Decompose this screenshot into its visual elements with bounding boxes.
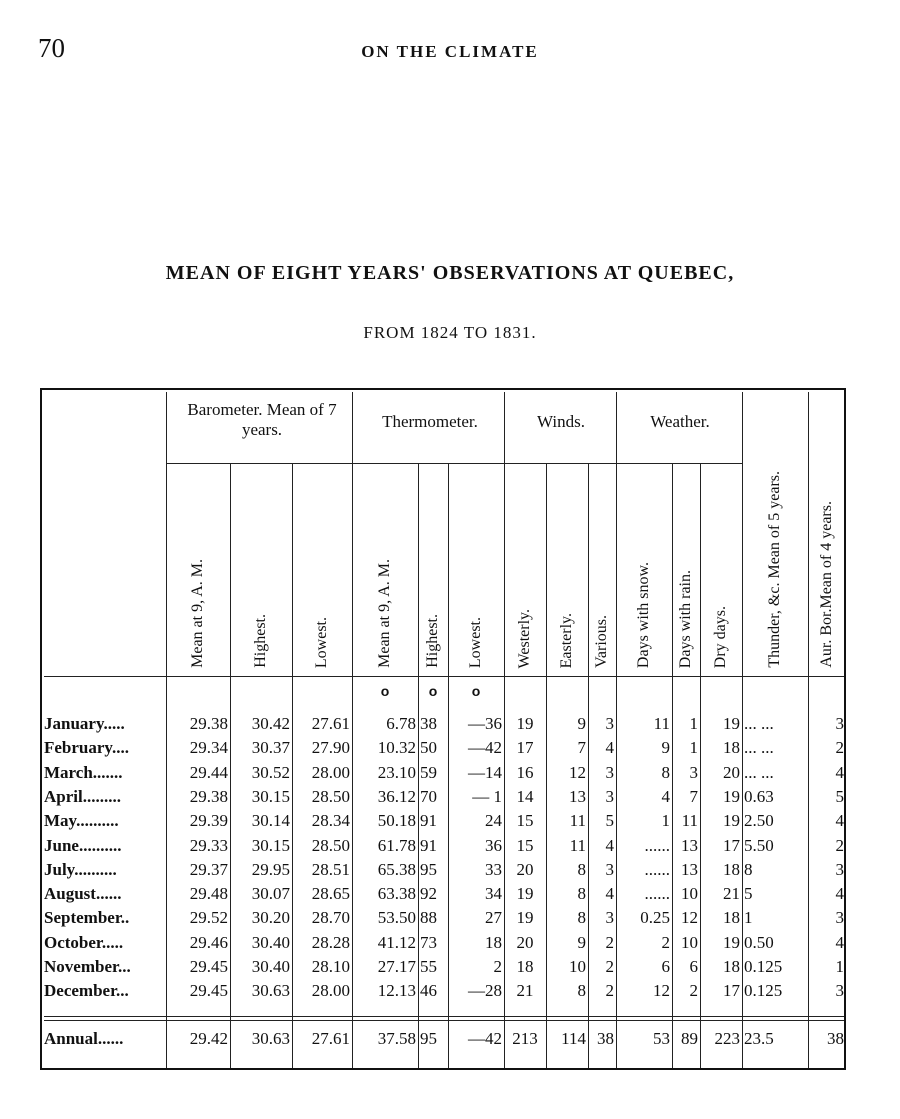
cell-bar-low: 28.00 (311, 762, 350, 782)
winds-group-header: Winds. (537, 412, 585, 431)
cell-th-low: 33 (485, 859, 502, 879)
cell-rain: 13 (681, 859, 698, 879)
cell-westerly: 20 (516, 859, 534, 879)
row-rule (44, 676, 844, 677)
row-label: November... (44, 957, 131, 976)
cell-thunder: 2.50 (744, 811, 774, 831)
cell-th-high: 92 (420, 884, 437, 904)
cell-th-low: 2 (493, 957, 502, 976)
cell-easterly: 8 (577, 908, 586, 928)
cell-various: 3 (605, 786, 614, 806)
cell-easterly: 11 (569, 835, 586, 855)
cell-th-mean: 12.13 (377, 981, 416, 1001)
cell-easterly: 13 (569, 786, 586, 806)
cell-th-low: —42 (468, 1029, 502, 1048)
running-head: ON THE CLIMATE (361, 42, 539, 61)
cell-bar-high: 30.20 (251, 908, 290, 928)
cell-bar-mean: 29.42 (189, 1029, 228, 1048)
row-rule (44, 1016, 844, 1017)
table-title: MEAN OF EIGHT YEARS' OBSERVATIONS AT QUEBEC, (165, 262, 735, 284)
cell-bar-high: 30.63 (251, 1029, 290, 1048)
table-row (44, 906, 844, 930)
column-header-bar-low: Lowest. (313, 616, 330, 668)
cell-bar-mean: 29.38 (189, 786, 228, 806)
table-row (44, 809, 844, 833)
cell-aurora: 3 (835, 908, 844, 928)
weather-group-header: Weather. (650, 412, 710, 431)
cell-bar-high: 30.42 (251, 714, 290, 733)
cell-thunder: 5.50 (744, 835, 774, 855)
column-header-aurora: Aur. Bor.Mean of 4 years. (818, 501, 835, 668)
cell-rain: 10 (681, 932, 698, 952)
cell-th-low: 18 (485, 932, 502, 952)
cell-bar-high: 30.52 (251, 762, 290, 782)
cell-bar-mean: 29.44 (189, 762, 228, 782)
cell-easterly: 8 (577, 884, 586, 904)
cell-aurora: 3 (835, 714, 844, 733)
cell-snow: 12 (653, 981, 670, 1001)
cell-rain: 7 (689, 786, 698, 806)
row-label: December... (44, 981, 129, 1001)
cell-easterly: 10 (569, 957, 586, 976)
row-label: May.......... (44, 811, 119, 831)
cell-bar-low: 27.90 (311, 738, 350, 758)
cell-bar-mean: 29.37 (189, 859, 228, 879)
cell-bar-low: 28.50 (311, 786, 350, 806)
cell-thunder: 1 (744, 908, 753, 928)
cell-various: 38 (597, 1029, 614, 1048)
cell-various: 4 (605, 884, 614, 904)
cell-easterly: 12 (569, 762, 586, 782)
cell-aurora: 2 (835, 835, 844, 855)
cell-th-high: 50 (420, 738, 437, 758)
cell-westerly: 213 (512, 1029, 538, 1048)
degree-mark: o (471, 683, 481, 699)
cell-th-mean: 23.10 (377, 762, 416, 782)
cell-bar-mean: 29.48 (189, 884, 228, 904)
thermometer-group-header: Thermometer. (382, 412, 478, 431)
cell-rain: 3 (689, 762, 698, 782)
cell-thunder: 0.63 (744, 786, 774, 806)
page-number: 70 (38, 33, 65, 63)
cell-th-high: 46 (420, 981, 437, 1001)
cell-rain: 6 (689, 957, 698, 976)
table-row (44, 834, 844, 858)
cell-dry: 18 (723, 738, 740, 758)
cell-snow: 4 (661, 786, 670, 806)
column-header-easterly: Easterly. (558, 612, 575, 668)
cell-snow: ...... (644, 884, 670, 904)
cell-aurora: 4 (835, 811, 844, 831)
cell-bar-high: 29.95 (251, 859, 290, 879)
cell-snow: 8 (661, 762, 670, 782)
cell-various: 4 (605, 738, 614, 758)
cell-snow: 9 (661, 738, 670, 758)
cell-easterly: 7 (577, 738, 586, 758)
cell-dry: 19 (723, 811, 740, 831)
cell-bar-mean: 29.34 (189, 738, 228, 758)
cell-bar-low: 28.50 (311, 835, 350, 855)
column-header-snow: Days with snow. (635, 561, 652, 668)
cell-snow: 1 (661, 811, 670, 831)
cell-easterly: 8 (577, 981, 586, 1001)
cell-various: 2 (605, 932, 614, 952)
cell-aurora: 2 (835, 738, 844, 758)
cell-dry: 17 (723, 981, 740, 1001)
cell-th-mean: 63.38 (377, 884, 416, 904)
cell-aurora: 4 (835, 932, 844, 952)
cell-rain: 10 (681, 884, 698, 904)
cell-westerly: 15 (516, 835, 534, 855)
degree-mark: o (380, 683, 390, 699)
cell-easterly: 11 (569, 811, 586, 831)
cell-various: 3 (605, 714, 614, 733)
cell-dry: 18 (723, 859, 740, 879)
cell-rain: 12 (681, 908, 698, 928)
cell-easterly: 8 (577, 859, 586, 879)
cell-aurora: 5 (835, 786, 844, 806)
cell-snow: 0.25 (640, 908, 670, 928)
cell-dry: 18 (723, 957, 740, 976)
cell-th-mean: 53.50 (377, 908, 416, 928)
cell-various: 4 (605, 835, 614, 855)
cell-snow: ...... (644, 859, 670, 879)
cell-dry: 18 (723, 908, 740, 928)
cell-snow: 53 (653, 1029, 670, 1048)
table-row (44, 761, 844, 785)
cell-dry: 20 (723, 762, 740, 782)
cell-bar-high: 30.63 (251, 981, 290, 1001)
degree-mark: o (428, 683, 438, 699)
cell-th-high: 70 (420, 786, 437, 806)
cell-westerly: 18 (516, 957, 534, 976)
cell-bar-mean: 29.45 (189, 981, 228, 1001)
column-header-thunder: Thunder, &c. Mean of 5 years. (766, 471, 783, 668)
cell-bar-low: 27.61 (311, 714, 350, 733)
cell-th-mean: 27.17 (377, 957, 416, 976)
row-rule (166, 463, 742, 464)
row-label: September.. (44, 908, 130, 928)
cell-various: 2 (605, 981, 614, 1001)
column-header-th-low: Lowest. (467, 616, 484, 668)
row-label: October..... (44, 932, 124, 952)
cell-th-low: —36 (468, 714, 502, 733)
cell-rain: 1 (689, 714, 698, 733)
cell-th-low: — 1 (472, 786, 502, 806)
cell-dry: 21 (723, 884, 740, 904)
cell-th-high: 73 (420, 932, 437, 952)
cell-bar-mean: 29.38 (189, 714, 228, 733)
cell-westerly: 17 (516, 738, 534, 758)
row-label: July.......... (44, 859, 117, 879)
cell-bar-mean: 29.33 (189, 835, 228, 855)
cell-bar-high: 30.15 (251, 786, 290, 806)
cell-thunder: 0.125 (744, 981, 783, 1001)
cell-easterly: 9 (577, 932, 586, 952)
table-row (44, 736, 844, 760)
cell-various: 3 (605, 859, 614, 879)
row-label: August...... (44, 884, 122, 904)
column-header-westerly: Westerly. (516, 608, 533, 668)
cell-bar-low: 28.65 (311, 884, 350, 904)
cell-bar-low: 28.51 (311, 859, 350, 879)
cell-th-mean: 61.78 (377, 835, 416, 855)
cell-thunder: 0.50 (744, 932, 774, 952)
row-label: Annual...... (44, 1029, 124, 1048)
column-header-various: Various. (593, 615, 610, 668)
cell-th-high: 38 (420, 714, 437, 733)
cell-dry: 223 (714, 1029, 740, 1048)
table-row (44, 955, 844, 979)
row-rule (44, 1020, 844, 1021)
cell-rain: 1 (689, 738, 698, 758)
cell-th-high: 55 (420, 957, 437, 976)
cell-bar-high: 30.37 (251, 738, 290, 758)
cell-th-high: 88 (420, 908, 437, 928)
table-row (44, 931, 844, 955)
cell-bar-high: 30.07 (251, 884, 290, 904)
cell-rain: 13 (681, 835, 698, 855)
cell-dry: 19 (723, 932, 740, 952)
row-label: January..... (44, 714, 125, 733)
cell-thunder: ... ... (744, 738, 774, 758)
cell-bar-high: 30.40 (251, 932, 290, 952)
cell-bar-low: 28.10 (311, 957, 350, 976)
cell-th-mean: 65.38 (377, 859, 416, 879)
cell-westerly: 21 (516, 981, 534, 1001)
table-row (44, 882, 844, 906)
cell-th-mean: 50.18 (377, 811, 416, 831)
cell-aurora: 38 (827, 1029, 844, 1048)
cell-bar-low: 28.00 (311, 981, 350, 1001)
cell-various: 3 (605, 762, 614, 782)
cell-westerly: 19 (516, 908, 534, 928)
cell-dry: 17 (723, 835, 740, 855)
cell-th-low: —42 (468, 738, 502, 758)
cell-various: 3 (605, 908, 614, 928)
cell-thunder: 8 (744, 859, 753, 879)
cell-bar-mean: 29.45 (189, 957, 228, 976)
barometer-group-header: Barometer. Mean of 7 years. (187, 400, 337, 439)
cell-bar-mean: 29.52 (189, 908, 228, 928)
column-header-th-high: Highest. (424, 614, 441, 668)
column-header-dry: Dry days. (712, 605, 729, 668)
cell-th-low: —28 (468, 981, 502, 1001)
cell-westerly: 16 (516, 762, 534, 782)
column-header-th-mean: Mean at 9, A. M. (376, 559, 393, 668)
cell-aurora: 1 (835, 957, 844, 976)
cell-westerly: 14 (516, 786, 534, 806)
column-header-bar-mean: Mean at 9, A. M. (189, 559, 206, 668)
cell-th-low: 27 (485, 908, 502, 928)
cell-snow: ...... (644, 835, 670, 855)
cell-th-low: 36 (485, 835, 502, 855)
cell-easterly: 9 (577, 714, 586, 733)
cell-bar-mean: 29.39 (189, 811, 228, 831)
cell-aurora: 3 (835, 981, 844, 1001)
row-label: February.... (44, 738, 129, 758)
cell-thunder: 23.5 (744, 1029, 774, 1048)
cell-aurora: 4 (835, 762, 844, 782)
cell-aurora: 4 (835, 884, 844, 904)
table-row (44, 979, 844, 1003)
table-subtitle: FROM 1824 TO 1831. (363, 323, 537, 342)
cell-th-mean: 36.12 (377, 786, 416, 806)
table-row (44, 858, 844, 882)
annual-row (44, 1027, 844, 1051)
cell-th-high: 59 (420, 762, 437, 782)
cell-bar-low: 28.70 (311, 908, 350, 928)
cell-dry: 19 (723, 786, 740, 806)
column-header-bar-high: Highest. (252, 614, 269, 668)
cell-various: 5 (605, 811, 614, 831)
table-row (44, 785, 844, 809)
cell-thunder: ... ... (744, 714, 774, 733)
row-label: April......... (44, 786, 121, 806)
cell-th-mean: 37.58 (377, 1029, 416, 1048)
cell-rain: 2 (689, 981, 698, 1001)
cell-westerly: 20 (516, 932, 534, 952)
row-label: June.......... (44, 835, 122, 855)
row-label: March....... (44, 762, 123, 782)
cell-snow: 2 (661, 932, 670, 952)
cell-bar-high: 30.15 (251, 835, 290, 855)
cell-easterly: 114 (561, 1029, 586, 1048)
cell-snow: 11 (653, 714, 670, 733)
cell-th-low: 34 (485, 884, 502, 904)
cell-th-low: 24 (485, 811, 502, 831)
cell-thunder: ... ... (744, 762, 774, 782)
cell-bar-low: 28.34 (311, 811, 350, 831)
cell-dry: 19 (723, 714, 740, 733)
cell-th-mean: 6.78 (386, 714, 416, 733)
cell-various: 2 (605, 957, 614, 976)
cell-thunder: 0.125 (744, 957, 783, 976)
cell-westerly: 19 (516, 884, 534, 904)
cell-bar-high: 30.40 (251, 957, 290, 976)
cell-aurora: 3 (835, 859, 844, 879)
cell-snow: 6 (661, 957, 670, 976)
table-row (44, 712, 844, 736)
column-header-rain: Days with rain. (677, 569, 694, 668)
cell-th-high: 95 (420, 1029, 437, 1048)
cell-bar-high: 30.14 (251, 811, 290, 831)
cell-rain: 89 (681, 1029, 698, 1048)
cell-th-low: —14 (468, 762, 502, 782)
cell-westerly: 19 (516, 714, 534, 733)
cell-bar-mean: 29.46 (189, 932, 228, 952)
cell-thunder: 5 (744, 884, 753, 904)
cell-westerly: 15 (516, 811, 534, 831)
cell-th-mean: 10.32 (377, 738, 416, 758)
cell-th-mean: 41.12 (377, 932, 416, 952)
cell-rain: 11 (681, 811, 698, 831)
cell-th-high: 95 (420, 859, 437, 879)
cell-bar-low: 28.28 (311, 932, 350, 952)
cell-th-high: 91 (420, 811, 437, 831)
cell-bar-low: 27.61 (311, 1029, 350, 1048)
cell-th-high: 91 (420, 835, 437, 855)
